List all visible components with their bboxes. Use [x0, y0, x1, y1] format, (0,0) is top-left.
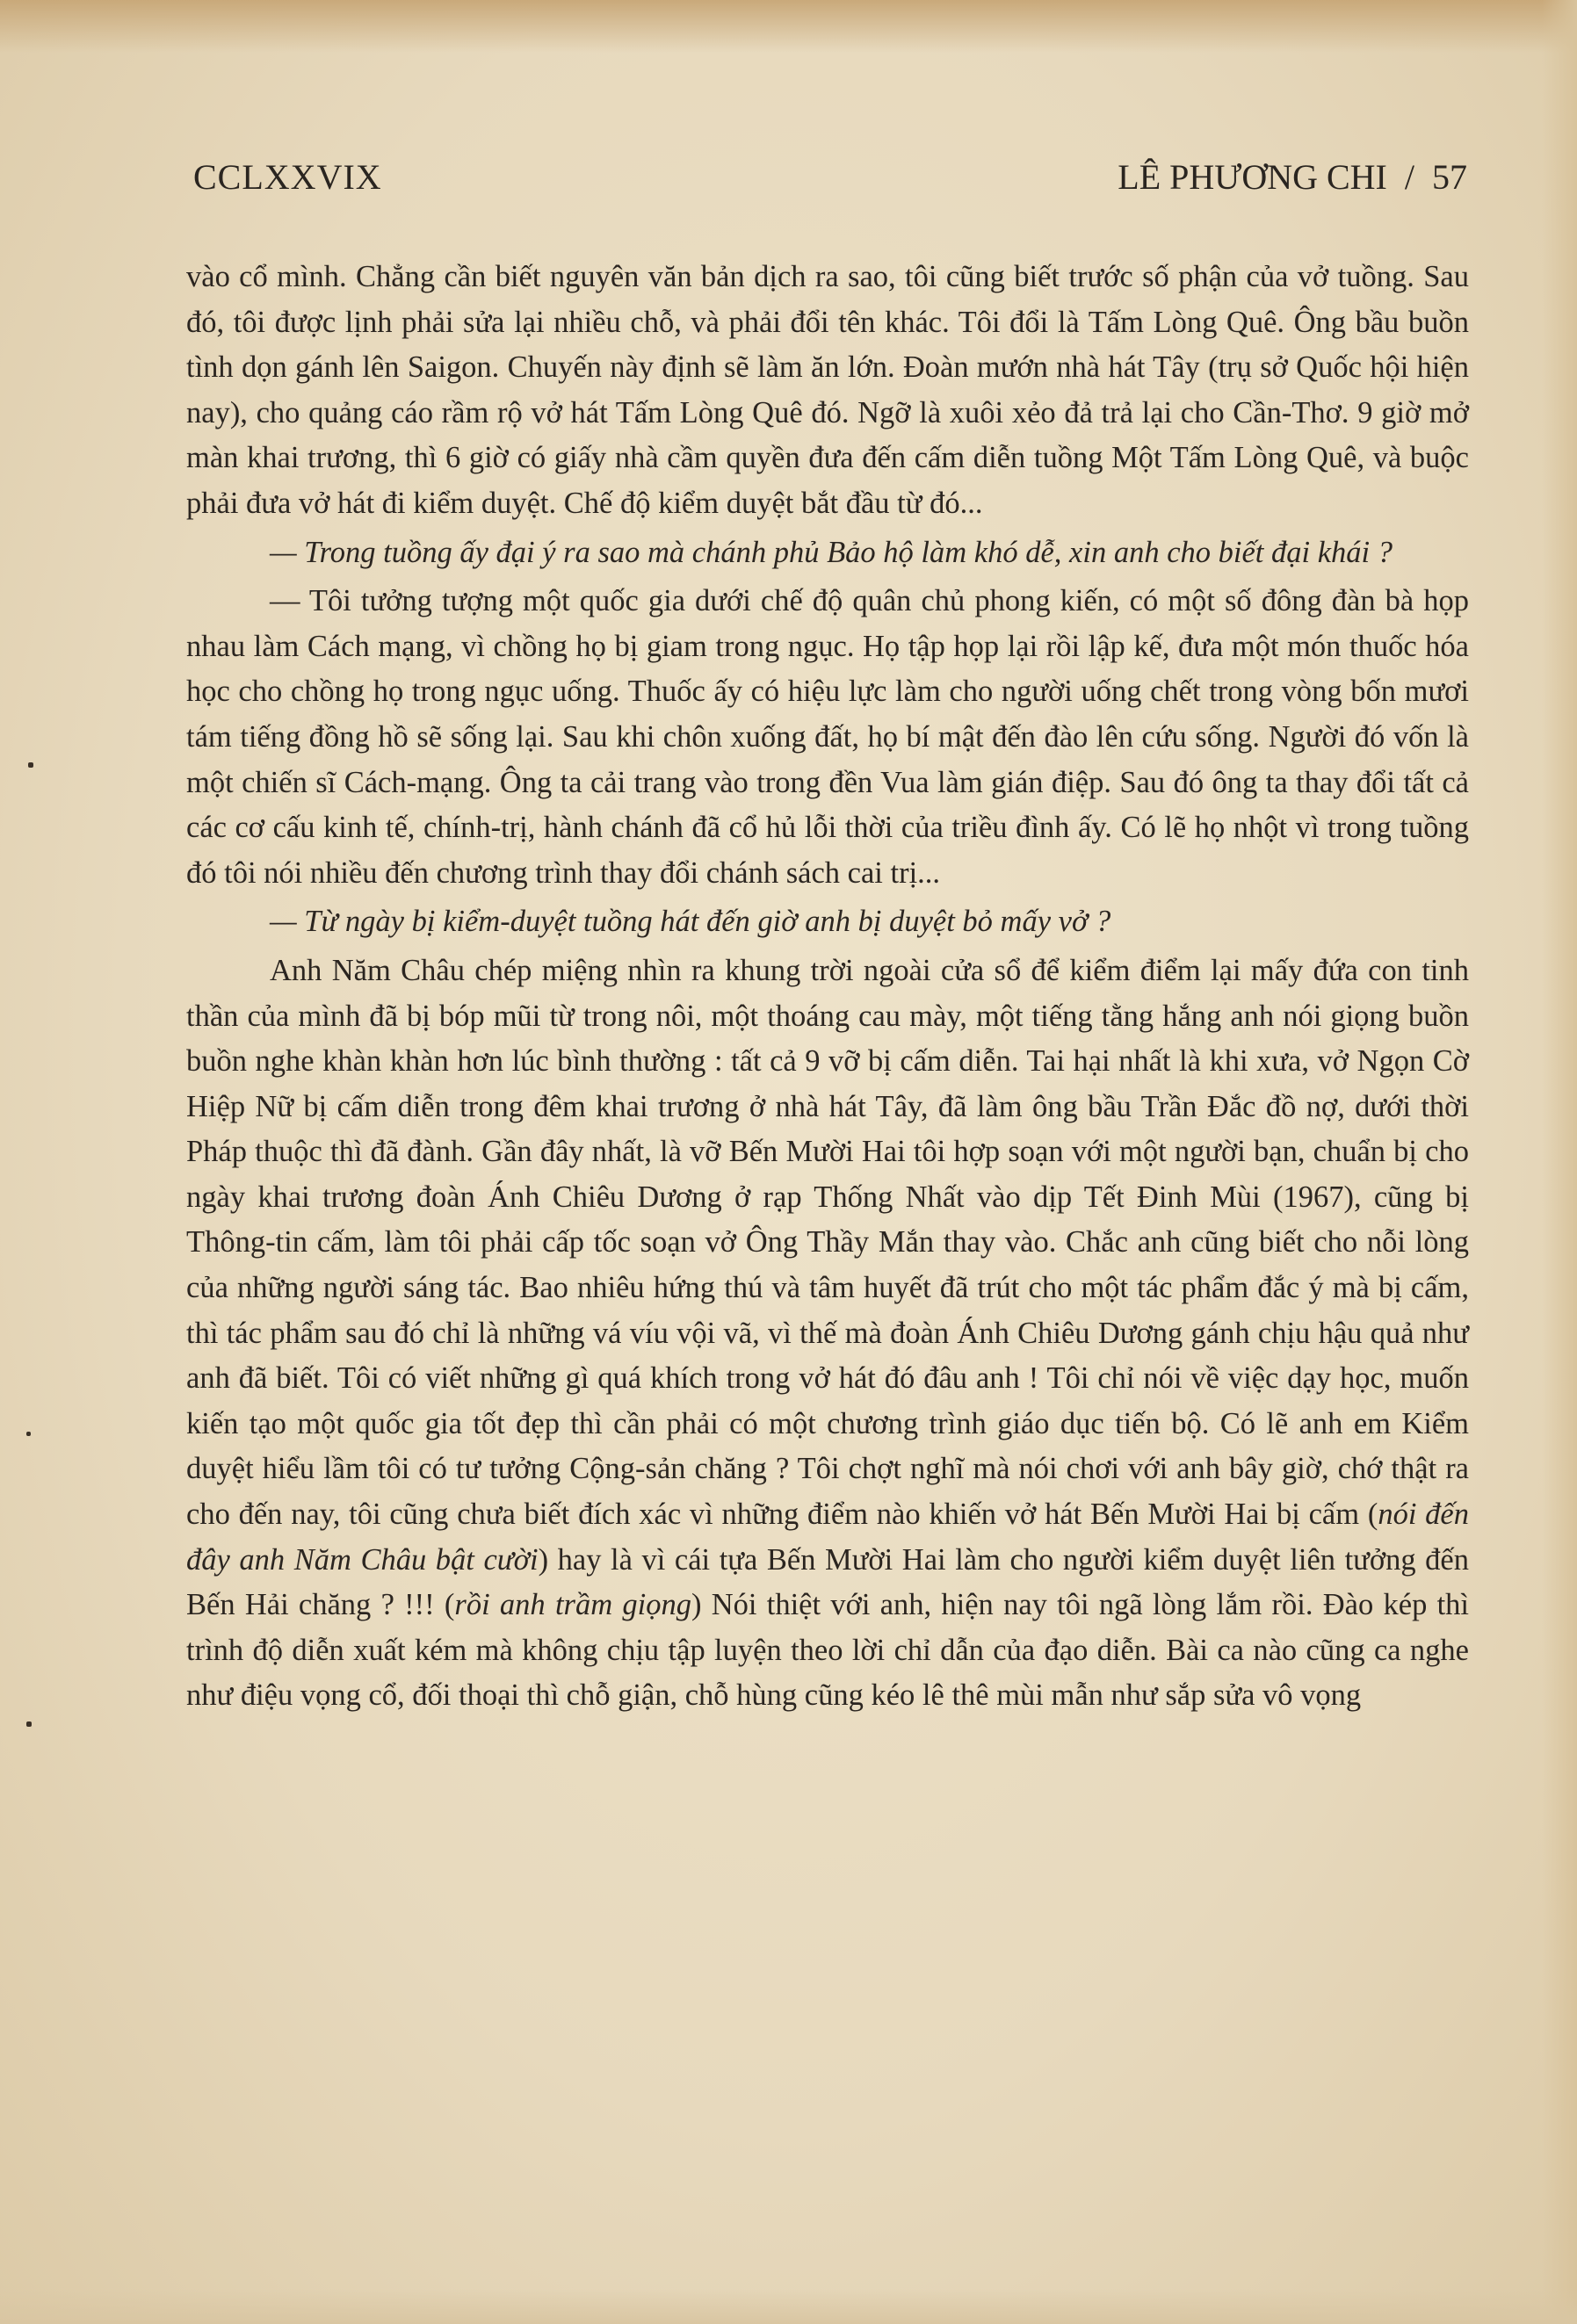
text-segment: Anh Năm Châu chép miệng nhìn ra khung trời ngoài cửa sổ để kiểm điểm lại mấy đứa con tinh thần của mình đã bị bóp mũi từ trong nôi, một thoáng cau mày, một tiếng tằng hắng anh nói giọng buồn buồn nghe khàn khàn hơn lúc bình thường : tất cả 9 vỡ bị cấm diễn. Tai hại nhất là khi xưa, vở Ngọn Cờ Hiệp Nữ bị cấm diễn trong đêm khai trương ở nhà hát Tây, đã làm ông bầu Trần Đắc đồ nợ, dưới thời Pháp thuộc thì đã đành. Gần đây nhất, là vỡ Bến Mười Hai tôi hợp soạn với một người bạn, chuẩn bị cho ngày khai trương đoàn Ánh Chiêu Dương ở rạp Thống Nhất vào dịp Tết Đinh Mùi (1967), cũng bị Thông-tin cấm, làm tôi phải cấp tốc soạn vở Ông Thầy Mắn thay vào. Chắc anh cũng biết cho nỗi lòng của những người sáng tác. Bao nhiêu hứng thú và tâm huyết đã trút cho một tác phẩm đắc ý mà bị cấm, thì tác phẩm sau đó chỉ là những vá víu vội vã, vì thế mà đoàn Ánh Chiêu Dương gánh chịu hậu quả như anh đã biết. Tôi có viết những gì quá khích trong vở hát đó đâu anh ! Tôi chỉ nói về việc dạy học, muốn kiến tạo một quốc gia tốt đẹp thì cần phải có một chương trình giáo dục tiến bộ. Có lẽ anh em Kiểm duyệt hiểu lầm tôi có tư tưởng Cộng-sản chăng ? Tôi chợt nghĩ mà nói chơi với anh bây giờ, chớ thật ra cho đến nay, tôi cũng chưa biết đích xác vì những điểm nào khiến vở hát Bến Mười Hai bị cấm (: [186, 953, 1469, 1532]
page-edge-right: [1542, 0, 1577, 2324]
speck-mark: [26, 1721, 32, 1727]
speck-mark: [28, 762, 33, 768]
speck-mark: [26, 1432, 31, 1436]
italic-text-segment: — Trong tuồng ấy đại ý ra sao mà chánh phủ Bảo hộ làm khó dễ, xin anh cho biết đại khái ?: [270, 535, 1393, 569]
paragraph: [186, 579, 1469, 896]
text-segment: ) Nói thiệt với anh, hiện nay tôi ngã lòng lắm rồi. Đào kép thì trình độ diễn xuất kém mà không chịu tập luyện theo lời chỉ dẫn của đạo diễn. Bài ca nào cũng ca nghe như điệu vọng cổ, đối thoại thì chỗ giận, chỗ hùng cũng kéo lê thê mùi mẫn như sắp sửa vô vọng: [186, 1588, 1470, 1713]
paragraph: [186, 949, 1469, 1719]
page-edge-bottom: [0, 2289, 1577, 2324]
text-segment: ) hay là vì cái tựa Bến Mười Hai làm cho người kiểm duyệt liên tưởng đến Bến Hải chăng ? !!! (: [186, 1542, 1469, 1622]
author-and-page-number: LÊ PHƯƠNG CHI / 57: [1118, 157, 1467, 197]
italic-text-segment: — Từ ngày bị kiểm-duyệt tuồng hát đến giờ anh bị duyệt bỏ mấy vở ?: [270, 905, 1111, 939]
running-header: [193, 156, 1467, 200]
interview-question: [186, 530, 1469, 576]
italic-text-segment: nói đến đây anh Năm Châu bật cười: [186, 1498, 1469, 1577]
italic-text-segment: rồi anh trầm giọng: [454, 1588, 691, 1622]
paragraph: [186, 255, 1469, 527]
chapter-number: CCLXXVIX: [193, 157, 382, 197]
text-segment: vào cổ mình. Chẳng cần biết nguyên văn bản dịch ra sao, tôi cũng biết trước số phận của vở tuồng. Sau đó, tôi được lịnh phải sửa lại nhiều chỗ, và phải đổi tên khác. Tôi đổi là Tấm Lòng Quê. Ông bầu buồn tình dọn gánh lên Saigon. Chuyến này định sẽ làm ăn lớn. Đoàn mướn nhà hát Tây (trụ sở Quốc hội hiện nay), cho quảng cáo rầm rộ vở hát Tấm Lòng Quê đó. Ngỡ là xuôi xẻo đả trả lại cho Cần-Thơ. 9 giờ mở màn khai trương, thì 6 giờ có giấy nhà cầm quyền đưa đến cấm diễn tuồng Một Tấm Lòng Quê, và buộc phải đưa vở hát đi kiểm duyệt. Chế độ kiểm duyệt bắt đầu từ đó...: [186, 260, 1469, 520]
body-text: [186, 255, 1469, 1719]
interview-question: [186, 899, 1469, 945]
page-edge-top: [0, 0, 1577, 53]
text-segment: — Tôi tưởng tượng một quốc gia dưới chế độ quân chủ phong kiến, có một số đông đàn bà họp nhau làm Cách mạng, vì chồng họ bị giam trong ngục. Họ tập họp lại rồi lập kế, đưa một món thuốc hóa học cho chồng họ trong ngục uống. Thuốc ấy có hiệu lực làm cho người uống chết trong vòng bốn mươi tám tiếng đồng hồ sẽ sống lại. Sau khi chôn xuống đất, họ bí mật đến đào lên cứu sống. Người đó vốn là một chiến sĩ Cách-mạng. Ông ta cải trang vào trong đền Vua làm gián điệp. Sau đó ông ta thay đổi tất cả các cơ cấu kinh tế, chính-trị, hành chánh đã cổ hủ lỗi thời của triều đình ấy. Có lẽ họ nhột vì trong tuồng đó tôi nói nhiều đến chương trình thay đổi chánh sách cai trị...: [186, 584, 1469, 890]
